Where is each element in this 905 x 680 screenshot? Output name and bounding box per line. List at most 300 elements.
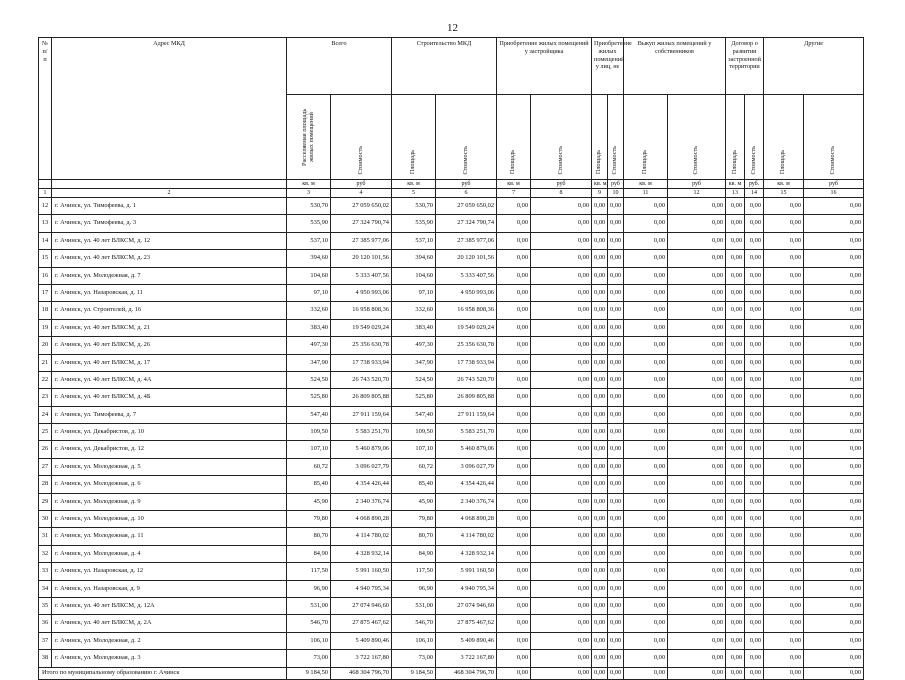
value-cell: 0,00 bbox=[804, 597, 864, 614]
value-cell: 0,00 bbox=[497, 302, 531, 319]
value-cell: 546,70 bbox=[287, 615, 331, 632]
value-cell: 0,00 bbox=[764, 615, 804, 632]
col-number: 8 bbox=[531, 189, 592, 198]
value-cell: 535,90 bbox=[287, 215, 331, 232]
value-cell: 0,00 bbox=[764, 476, 804, 493]
value-cell: 0,00 bbox=[804, 493, 864, 510]
sub-area: Площадь bbox=[497, 95, 531, 180]
value-cell: 0,00 bbox=[608, 580, 624, 597]
value-cell: 0,00 bbox=[531, 250, 592, 267]
value-cell: 0,00 bbox=[592, 580, 608, 597]
value-cell: 0,00 bbox=[608, 250, 624, 267]
value-cell: 0,00 bbox=[764, 441, 804, 458]
value-cell: 0,00 bbox=[745, 389, 764, 406]
value-cell: 0,00 bbox=[764, 389, 804, 406]
value-cell: 0,00 bbox=[497, 267, 531, 284]
address-cell: г. Ачинск, ул. Декабристов, д. 12 bbox=[52, 441, 287, 458]
value-cell: 0,00 bbox=[745, 597, 764, 614]
unit-cell: кв. м bbox=[592, 180, 608, 189]
address-cell: г. Ачинск, ул. 40 лет ВЛКСМ, д. 17 bbox=[52, 354, 287, 371]
value-cell: 97,10 bbox=[392, 284, 436, 301]
value-cell: 20 120 101,56 bbox=[436, 250, 497, 267]
value-cell: 0,00 bbox=[624, 389, 668, 406]
value-cell: 106,10 bbox=[287, 632, 331, 649]
value-cell: 0,00 bbox=[608, 371, 624, 388]
value-cell: 106,10 bbox=[392, 632, 436, 649]
value-cell: 16 958 808,36 bbox=[331, 302, 392, 319]
value-cell: 0,00 bbox=[608, 319, 624, 336]
row-number-cell: 13 bbox=[39, 215, 52, 232]
value-cell: 0,00 bbox=[497, 406, 531, 423]
value-cell: 0,00 bbox=[624, 371, 668, 388]
value-cell: 0,00 bbox=[608, 511, 624, 528]
address-cell: г. Ачинск, ул. Тимофеева, д. 7 bbox=[52, 406, 287, 423]
total-cell: 9 184,50 bbox=[287, 667, 331, 679]
value-cell: 0,00 bbox=[764, 354, 804, 371]
col-number: 3 bbox=[287, 189, 331, 198]
value-cell: 0,00 bbox=[764, 580, 804, 597]
value-cell: 0,00 bbox=[804, 302, 864, 319]
value-cell: 0,00 bbox=[624, 563, 668, 580]
value-cell: 0,00 bbox=[804, 545, 864, 562]
value-cell: 0,00 bbox=[764, 284, 804, 301]
address-cell: г. Ачинск, ул. 40 лет ВЛКСМ, д. 26 bbox=[52, 337, 287, 354]
unit-cell: кв. м bbox=[726, 180, 745, 189]
value-cell: 0,00 bbox=[745, 232, 764, 249]
value-cell: 0,00 bbox=[531, 371, 592, 388]
address-cell: г. Ачинск, ул. Молодежная, д. 2 bbox=[52, 632, 287, 649]
value-cell: 0,00 bbox=[531, 424, 592, 441]
value-cell: 0,00 bbox=[531, 615, 592, 632]
table-row bbox=[39, 597, 864, 614]
value-cell: 0,00 bbox=[726, 563, 745, 580]
value-cell: 0,00 bbox=[726, 424, 745, 441]
table-row bbox=[39, 198, 864, 215]
value-cell: 0,00 bbox=[745, 302, 764, 319]
value-cell: 80,70 bbox=[287, 528, 331, 545]
value-cell: 0,00 bbox=[608, 476, 624, 493]
value-cell: 0,00 bbox=[592, 267, 608, 284]
value-cell: 0,00 bbox=[668, 458, 726, 475]
value-cell: 0,00 bbox=[764, 215, 804, 232]
value-cell: 0,00 bbox=[531, 493, 592, 510]
value-cell: 0,00 bbox=[592, 545, 608, 562]
sub-area: Площадь bbox=[592, 95, 608, 180]
total-cell: 0,00 bbox=[726, 667, 745, 679]
header-no: № п/п bbox=[39, 38, 52, 180]
value-cell: 497,30 bbox=[287, 337, 331, 354]
value-cell: 0,00 bbox=[668, 580, 726, 597]
value-cell: 0,00 bbox=[624, 476, 668, 493]
value-cell: 0,00 bbox=[531, 302, 592, 319]
value-cell: 0,00 bbox=[624, 424, 668, 441]
value-cell: 0,00 bbox=[608, 597, 624, 614]
value-cell: 0,00 bbox=[624, 337, 668, 354]
value-cell: 117,50 bbox=[287, 563, 331, 580]
value-cell: 0,00 bbox=[592, 597, 608, 614]
value-cell: 4 114 780,02 bbox=[436, 528, 497, 545]
value-cell: 26 809 805,88 bbox=[436, 389, 497, 406]
value-cell: 0,00 bbox=[668, 267, 726, 284]
value-cell: 0,00 bbox=[608, 337, 624, 354]
total-cell: 0,00 bbox=[804, 667, 864, 679]
value-cell: 0,00 bbox=[745, 250, 764, 267]
value-cell: 546,70 bbox=[392, 615, 436, 632]
value-cell: 0,00 bbox=[668, 615, 726, 632]
value-cell: 547,40 bbox=[287, 406, 331, 423]
value-cell: 0,00 bbox=[745, 284, 764, 301]
col-number: 6 bbox=[436, 189, 497, 198]
value-cell: 0,00 bbox=[592, 493, 608, 510]
value-cell: 0,00 bbox=[668, 476, 726, 493]
value-cell: 0,00 bbox=[668, 424, 726, 441]
value-cell: 0,00 bbox=[745, 354, 764, 371]
value-cell: 0,00 bbox=[745, 493, 764, 510]
total-row bbox=[39, 667, 864, 679]
value-cell: 0,00 bbox=[745, 424, 764, 441]
value-cell: 0,00 bbox=[497, 337, 531, 354]
header-row-groups bbox=[39, 38, 864, 95]
table-row bbox=[39, 650, 864, 667]
value-cell: 0,00 bbox=[624, 198, 668, 215]
header-acquisition-persons: Приобретение жилых помещений у лиц, не bbox=[592, 38, 624, 95]
value-cell: 0,00 bbox=[764, 337, 804, 354]
page-number: 12 bbox=[447, 22, 458, 34]
value-cell: 0,00 bbox=[764, 232, 804, 249]
value-cell: 5 333 407,56 bbox=[436, 267, 497, 284]
value-cell: 0,00 bbox=[804, 580, 864, 597]
value-cell: 0,00 bbox=[726, 371, 745, 388]
value-cell: 0,00 bbox=[745, 198, 764, 215]
row-number-cell: 18 bbox=[39, 302, 52, 319]
total-cell: 468 304 796,70 bbox=[331, 667, 392, 679]
table-row bbox=[39, 493, 864, 510]
value-cell: 0,00 bbox=[764, 563, 804, 580]
value-cell: 27 074 946,60 bbox=[331, 597, 392, 614]
address-cell: г. Ачинск, ул. Строителей, д. 16 bbox=[52, 302, 287, 319]
table-row bbox=[39, 563, 864, 580]
value-cell: 0,00 bbox=[592, 389, 608, 406]
value-cell: 0,00 bbox=[668, 389, 726, 406]
value-cell: 0,00 bbox=[745, 563, 764, 580]
value-cell: 5 409 890,46 bbox=[331, 632, 392, 649]
value-cell: 0,00 bbox=[531, 284, 592, 301]
value-cell: 0,00 bbox=[592, 406, 608, 423]
value-cell: 96,90 bbox=[392, 580, 436, 597]
address-cell: г. Ачинск, ул. Тимофеева, д. 1 bbox=[52, 198, 287, 215]
value-cell: 0,00 bbox=[804, 232, 864, 249]
header-buyout: Выкуп жилых помещений у собственников bbox=[624, 38, 726, 95]
value-cell: 0,00 bbox=[668, 337, 726, 354]
value-cell: 0,00 bbox=[608, 424, 624, 441]
value-cell: 4 950 993,06 bbox=[331, 284, 392, 301]
value-cell: 0,00 bbox=[608, 632, 624, 649]
value-cell: 2 340 376,74 bbox=[331, 493, 392, 510]
value-cell: 0,00 bbox=[497, 493, 531, 510]
value-cell: 0,00 bbox=[726, 389, 745, 406]
total-cell: 0,00 bbox=[745, 667, 764, 679]
col-number: 5 bbox=[392, 189, 436, 198]
value-cell: 0,00 bbox=[608, 458, 624, 475]
table-row bbox=[39, 215, 864, 232]
address-cell: г. Ачинск, ул. 40 лет ВЛКСМ, д. 4А bbox=[52, 371, 287, 388]
value-cell: 3 096 027,79 bbox=[436, 458, 497, 475]
value-cell: 0,00 bbox=[497, 371, 531, 388]
value-cell: 5 583 251,70 bbox=[331, 424, 392, 441]
value-cell: 0,00 bbox=[726, 597, 745, 614]
address-cell: г. Ачинск, ул. Назаровская, д. 12 bbox=[52, 563, 287, 580]
value-cell: 0,00 bbox=[592, 650, 608, 667]
col-number: 12 bbox=[668, 189, 726, 198]
col-number: 15 bbox=[764, 189, 804, 198]
value-cell: 4 354 426,44 bbox=[436, 476, 497, 493]
value-cell: 383,40 bbox=[392, 319, 436, 336]
value-cell: 0,00 bbox=[624, 493, 668, 510]
table-row bbox=[39, 511, 864, 528]
value-cell: 109,50 bbox=[392, 424, 436, 441]
value-cell: 16 958 808,36 bbox=[436, 302, 497, 319]
value-cell: 0,00 bbox=[726, 302, 745, 319]
units-row bbox=[39, 180, 864, 189]
value-cell: 0,00 bbox=[726, 458, 745, 475]
value-cell: 0,00 bbox=[531, 198, 592, 215]
sub-cost: Стоимость bbox=[668, 95, 726, 180]
value-cell: 0,00 bbox=[592, 232, 608, 249]
value-cell: 0,00 bbox=[624, 302, 668, 319]
table-row bbox=[39, 406, 864, 423]
value-cell: 0,00 bbox=[592, 563, 608, 580]
value-cell: 0,00 bbox=[592, 284, 608, 301]
sub-cost: Стоимость bbox=[608, 95, 624, 180]
col-number: 13 bbox=[726, 189, 745, 198]
value-cell: 104,60 bbox=[392, 267, 436, 284]
value-cell: 524,50 bbox=[287, 371, 331, 388]
value-cell: 0,00 bbox=[608, 545, 624, 562]
table-row bbox=[39, 545, 864, 562]
value-cell: 27 059 650,02 bbox=[331, 198, 392, 215]
value-cell: 0,00 bbox=[624, 250, 668, 267]
row-number-cell: 15 bbox=[39, 250, 52, 267]
value-cell: 0,00 bbox=[624, 232, 668, 249]
value-cell: 0,00 bbox=[497, 319, 531, 336]
value-cell: 79,80 bbox=[287, 511, 331, 528]
value-cell: 0,00 bbox=[764, 319, 804, 336]
row-number-cell: 21 bbox=[39, 354, 52, 371]
row-number-cell: 26 bbox=[39, 441, 52, 458]
value-cell: 117,50 bbox=[392, 563, 436, 580]
value-cell: 347,90 bbox=[287, 354, 331, 371]
table-row bbox=[39, 458, 864, 475]
sub-area-resettled: Расселяемая площадь жилых помещений bbox=[287, 95, 331, 180]
unit-cell: руб bbox=[331, 180, 392, 189]
total-cell: 0,00 bbox=[608, 667, 624, 679]
value-cell: 531,00 bbox=[392, 597, 436, 614]
value-cell: 0,00 bbox=[497, 198, 531, 215]
value-cell: 537,10 bbox=[287, 232, 331, 249]
row-number-cell: 25 bbox=[39, 424, 52, 441]
value-cell: 0,00 bbox=[764, 511, 804, 528]
total-cell: 9 184,50 bbox=[392, 667, 436, 679]
value-cell: 0,00 bbox=[726, 198, 745, 215]
resettlement-table bbox=[38, 37, 864, 680]
value-cell: 0,00 bbox=[764, 493, 804, 510]
unit-cell: руб bbox=[804, 180, 864, 189]
value-cell: 0,00 bbox=[804, 337, 864, 354]
value-cell: 0,00 bbox=[726, 441, 745, 458]
value-cell: 0,00 bbox=[608, 354, 624, 371]
total-cell: 0,00 bbox=[764, 667, 804, 679]
value-cell: 27 911 159,64 bbox=[331, 406, 392, 423]
value-cell: 0,00 bbox=[592, 528, 608, 545]
value-cell: 0,00 bbox=[726, 615, 745, 632]
value-cell: 2 340 376,74 bbox=[436, 493, 497, 510]
value-cell: 531,00 bbox=[287, 597, 331, 614]
value-cell: 0,00 bbox=[726, 528, 745, 545]
value-cell: 0,00 bbox=[592, 250, 608, 267]
table-row bbox=[39, 284, 864, 301]
value-cell: 0,00 bbox=[804, 284, 864, 301]
value-cell: 0,00 bbox=[804, 511, 864, 528]
value-cell: 0,00 bbox=[764, 406, 804, 423]
value-cell: 0,00 bbox=[531, 563, 592, 580]
value-cell: 0,00 bbox=[531, 319, 592, 336]
value-cell: 73,00 bbox=[287, 650, 331, 667]
value-cell: 60,72 bbox=[392, 458, 436, 475]
unit-cell: кв. м bbox=[287, 180, 331, 189]
value-cell: 0,00 bbox=[726, 250, 745, 267]
value-cell: 4 328 932,14 bbox=[331, 545, 392, 562]
value-cell: 0,00 bbox=[497, 232, 531, 249]
value-cell: 0,00 bbox=[726, 215, 745, 232]
value-cell: 0,00 bbox=[497, 650, 531, 667]
value-cell: 27 074 946,60 bbox=[436, 597, 497, 614]
value-cell: 0,00 bbox=[531, 528, 592, 545]
total-cell: 468 304 796,70 bbox=[436, 667, 497, 679]
value-cell: 45,90 bbox=[287, 493, 331, 510]
value-cell: 0,00 bbox=[804, 354, 864, 371]
table-row bbox=[39, 580, 864, 597]
value-cell: 0,00 bbox=[764, 528, 804, 545]
col-number: 14 bbox=[745, 189, 764, 198]
value-cell: 0,00 bbox=[745, 580, 764, 597]
value-cell: 0,00 bbox=[804, 250, 864, 267]
value-cell: 5 991 160,50 bbox=[436, 563, 497, 580]
unit-cell: руб bbox=[668, 180, 726, 189]
value-cell: 394,60 bbox=[287, 250, 331, 267]
value-cell: 0,00 bbox=[804, 371, 864, 388]
address-cell: г. Ачинск, ул. Молодежная, д. 5 bbox=[52, 458, 287, 475]
value-cell: 4 068 890,28 bbox=[436, 511, 497, 528]
value-cell: 0,00 bbox=[668, 632, 726, 649]
value-cell: 104,60 bbox=[287, 267, 331, 284]
value-cell: 0,00 bbox=[624, 632, 668, 649]
value-cell: 0,00 bbox=[745, 337, 764, 354]
value-cell: 0,00 bbox=[531, 597, 592, 614]
value-cell: 0,00 bbox=[531, 232, 592, 249]
value-cell: 0,00 bbox=[497, 563, 531, 580]
value-cell: 0,00 bbox=[497, 389, 531, 406]
value-cell: 0,00 bbox=[624, 650, 668, 667]
value-cell: 5 583 251,70 bbox=[436, 424, 497, 441]
value-cell: 27 875 467,62 bbox=[331, 615, 392, 632]
table-row bbox=[39, 267, 864, 284]
row-number-cell: 24 bbox=[39, 406, 52, 423]
value-cell: 5 991 160,50 bbox=[331, 563, 392, 580]
header-total: Всего bbox=[287, 38, 392, 95]
value-cell: 3 722 167,80 bbox=[331, 650, 392, 667]
value-cell: 0,00 bbox=[608, 615, 624, 632]
value-cell: 0,00 bbox=[764, 545, 804, 562]
value-cell: 0,00 bbox=[804, 215, 864, 232]
value-cell: 0,00 bbox=[592, 632, 608, 649]
address-cell: г. Ачинск, ул. Молодежная, д. 11 bbox=[52, 528, 287, 545]
value-cell: 0,00 bbox=[497, 597, 531, 614]
value-cell: 0,00 bbox=[624, 284, 668, 301]
unit-cell: руб. bbox=[745, 180, 764, 189]
value-cell: 0,00 bbox=[624, 267, 668, 284]
value-cell: 4 940 795,34 bbox=[436, 580, 497, 597]
value-cell: 0,00 bbox=[592, 511, 608, 528]
value-cell: 0,00 bbox=[726, 580, 745, 597]
value-cell: 0,00 bbox=[531, 354, 592, 371]
table-row bbox=[39, 337, 864, 354]
value-cell: 0,00 bbox=[726, 267, 745, 284]
value-cell: 0,00 bbox=[592, 476, 608, 493]
value-cell: 0,00 bbox=[531, 650, 592, 667]
value-cell: 27 059 650,02 bbox=[436, 198, 497, 215]
value-cell: 0,00 bbox=[624, 319, 668, 336]
table-row bbox=[39, 389, 864, 406]
value-cell: 0,00 bbox=[764, 250, 804, 267]
value-cell: 0,00 bbox=[497, 528, 531, 545]
value-cell: 0,00 bbox=[804, 650, 864, 667]
row-number-cell: 20 bbox=[39, 337, 52, 354]
address-cell: г. Ачинск, ул. Назаровская, д. 9 bbox=[52, 580, 287, 597]
total-cell: 0,00 bbox=[497, 667, 531, 679]
value-cell: 0,00 bbox=[592, 198, 608, 215]
value-cell: 0,00 bbox=[608, 198, 624, 215]
unit-cell: кв. м bbox=[624, 180, 668, 189]
value-cell: 45,90 bbox=[392, 493, 436, 510]
value-cell: 0,00 bbox=[764, 650, 804, 667]
value-cell: 0,00 bbox=[745, 615, 764, 632]
col-number: 16 bbox=[804, 189, 864, 198]
value-cell: 524,50 bbox=[392, 371, 436, 388]
table-row bbox=[39, 250, 864, 267]
row-number-cell: 19 bbox=[39, 319, 52, 336]
value-cell: 0,00 bbox=[592, 354, 608, 371]
value-cell: 0,00 bbox=[726, 354, 745, 371]
row-number-cell: 30 bbox=[39, 511, 52, 528]
value-cell: 17 738 933,94 bbox=[331, 354, 392, 371]
row-number-cell: 37 bbox=[39, 632, 52, 649]
value-cell: 0,00 bbox=[531, 545, 592, 562]
sub-area: Площадь bbox=[392, 95, 436, 180]
value-cell: 0,00 bbox=[608, 302, 624, 319]
value-cell: 0,00 bbox=[531, 337, 592, 354]
value-cell: 0,00 bbox=[668, 354, 726, 371]
value-cell: 27 911 159,64 bbox=[436, 406, 497, 423]
value-cell: 0,00 bbox=[592, 302, 608, 319]
value-cell: 0,00 bbox=[764, 371, 804, 388]
value-cell: 73,00 bbox=[392, 650, 436, 667]
value-cell: 25 356 630,78 bbox=[436, 337, 497, 354]
value-cell: 0,00 bbox=[592, 458, 608, 475]
value-cell: 4 328 932,14 bbox=[436, 545, 497, 562]
header-acquisition: Приобретение жилых помещений у застройщика bbox=[497, 38, 592, 95]
value-cell: 0,00 bbox=[624, 528, 668, 545]
value-cell: 347,90 bbox=[392, 354, 436, 371]
